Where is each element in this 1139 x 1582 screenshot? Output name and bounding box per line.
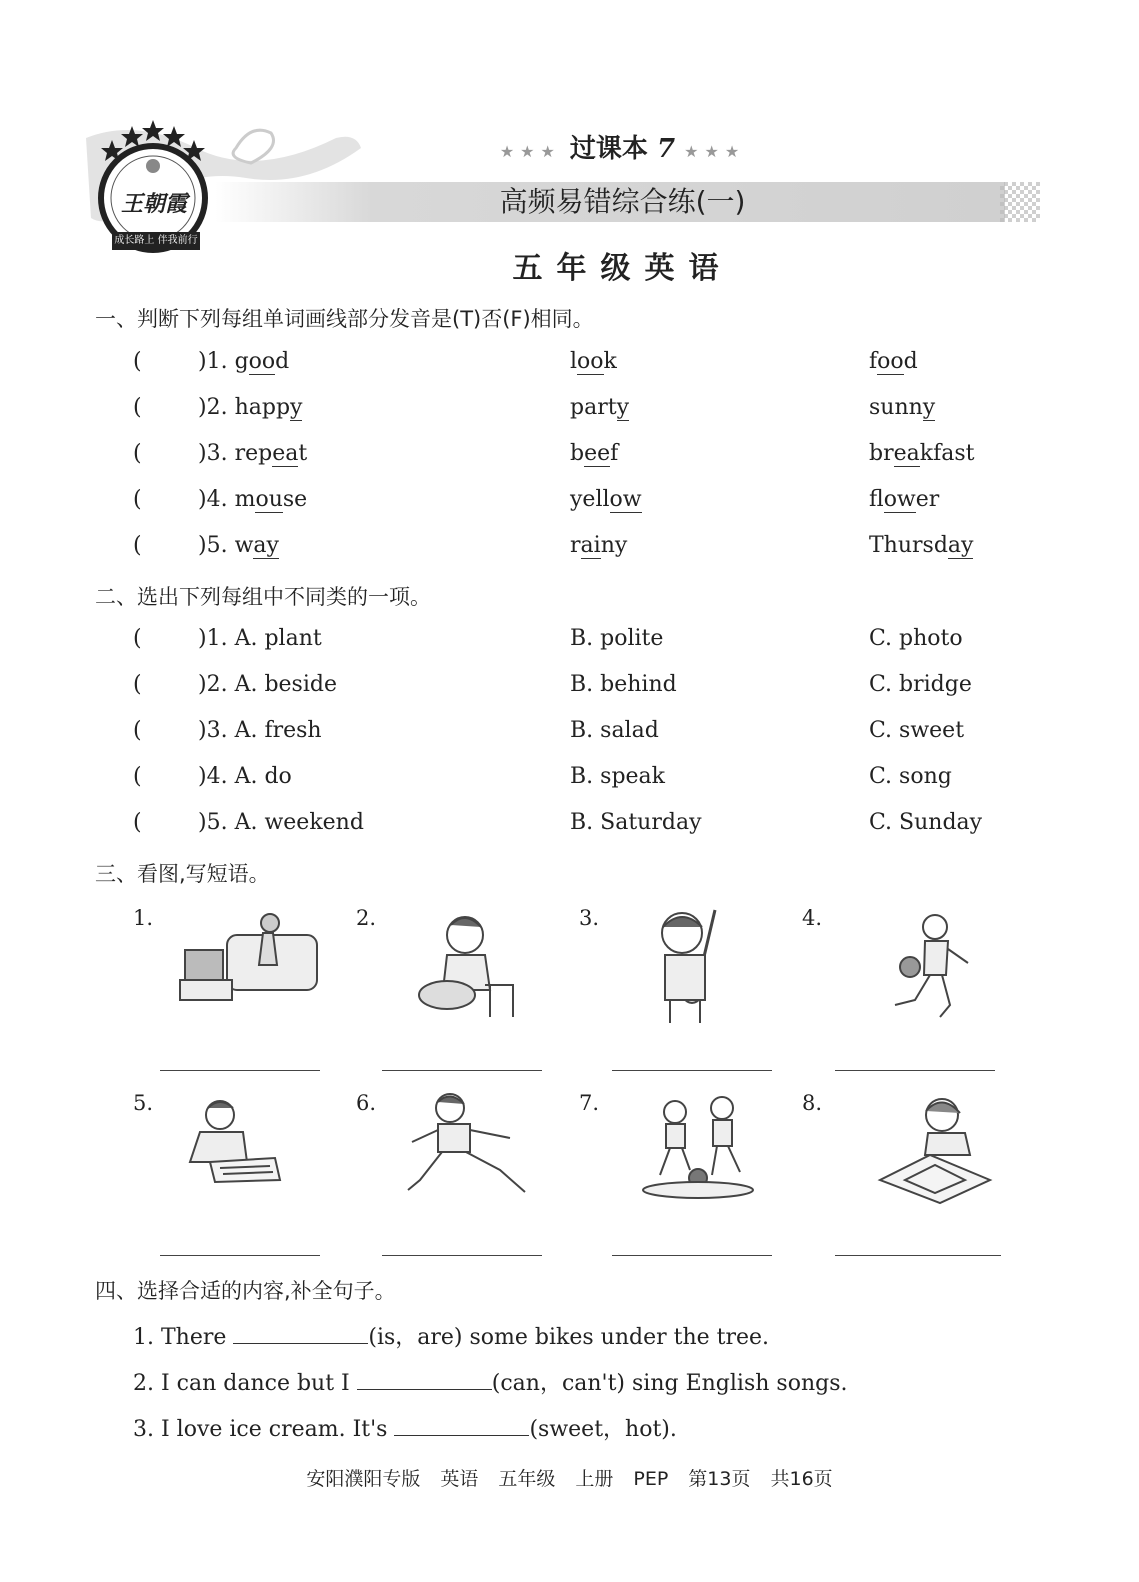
answer-bracket[interactable]: (	[133, 441, 142, 466]
option-a: )2. A. beside	[198, 672, 337, 697]
section1-title: 一、判断下列每组单词画线部分发音是(T)否(F)相同。	[95, 307, 594, 331]
page-title: 高频易错综合练(一)	[499, 185, 746, 218]
answer-blank[interactable]	[160, 1255, 320, 1256]
odd-one-out-row	[0, 810, 1139, 840]
odd-one-out-row	[0, 626, 1139, 656]
option-a: )1. A. plant	[198, 626, 322, 651]
odd-one-out-row	[0, 672, 1139, 702]
option-c: C. bridge	[869, 672, 972, 697]
answer-bracket[interactable]: (	[133, 349, 142, 374]
section4-title: 四、选择合适的内容,补全句子。	[95, 1279, 396, 1303]
logo-slogan: 成长路上 伴我前行	[112, 232, 200, 250]
picture-number: 2.	[356, 906, 377, 930]
play-football-picture	[630, 1090, 780, 1215]
sentence-3: 3. I love ice cream. It's (sweet，hot).	[133, 1417, 677, 1442]
page-footer: 安阳濮阳专版 英语 五年级 上册 PEP 第13页 共16页	[306, 1468, 833, 1490]
answer-bracket[interactable]: (	[133, 395, 142, 420]
play-basketball-picture	[880, 905, 1030, 1030]
odd-one-out-row	[0, 764, 1139, 794]
option-c: C. song	[869, 764, 952, 789]
picture-number: 6.	[356, 1091, 377, 1115]
item-number: )1. good	[198, 349, 290, 374]
answer-blank[interactable]	[382, 1070, 542, 1071]
pronunciation-row	[0, 533, 1139, 563]
word-2: party	[570, 395, 629, 420]
word-3: food	[869, 349, 918, 374]
sentence-blank[interactable]	[357, 1371, 492, 1390]
option-a: )3. A. fresh	[198, 718, 322, 743]
item-number: )2. happy	[198, 395, 303, 420]
option-a: )4. A. do	[198, 764, 292, 789]
answer-blank[interactable]	[612, 1255, 772, 1256]
pronunciation-row	[0, 487, 1139, 517]
draw-pictures-picture	[870, 1085, 1020, 1210]
word-2: look	[570, 349, 617, 374]
pronunciation-row	[0, 441, 1139, 471]
series-title: ★★★ 过课本 7 ★★★	[499, 134, 746, 164]
section2-title: 二、选出下列每组中不同类的一项。	[95, 585, 431, 609]
option-b: B. polite	[570, 626, 664, 651]
sentence-blank[interactable]	[233, 1325, 368, 1344]
option-a: )5. A. weekend	[198, 810, 364, 835]
answer-blank[interactable]	[612, 1070, 772, 1071]
play-pipa-picture	[620, 905, 770, 1030]
word-2: rainy	[570, 533, 628, 558]
option-b: B. speak	[570, 764, 665, 789]
answer-bracket[interactable]: (	[133, 764, 142, 789]
word-3: Thursday	[869, 533, 974, 558]
answer-bracket[interactable]: (	[133, 533, 142, 558]
answer-bracket[interactable]: (	[133, 718, 142, 743]
answer-blank[interactable]	[382, 1255, 542, 1256]
wash-clothes-picture	[395, 905, 545, 1030]
sentence-blank[interactable]	[394, 1417, 529, 1436]
sentence-1: 1. There (is，are) some bikes under the tree.	[133, 1325, 770, 1350]
picture-number: 8.	[802, 1091, 823, 1115]
picture-number: 1.	[133, 906, 154, 930]
word-2: beef	[570, 441, 619, 466]
odd-one-out-row	[0, 718, 1139, 748]
item-number: )3. repeat	[198, 441, 308, 466]
option-b: B. salad	[570, 718, 659, 743]
option-c: C. Sunday	[869, 810, 983, 835]
option-c: C. photo	[869, 626, 963, 651]
option-b: B. behind	[570, 672, 677, 697]
option-c: C. sweet	[869, 718, 965, 743]
word-3: sunny	[869, 395, 936, 420]
option-b: B. Saturday	[570, 810, 702, 835]
answer-bracket[interactable]: (	[133, 626, 142, 651]
pronunciation-row	[0, 349, 1139, 379]
word-3: breakfast	[869, 441, 975, 466]
picture-number: 3.	[579, 906, 600, 930]
answer-blank[interactable]	[160, 1070, 320, 1071]
answer-blank[interactable]	[835, 1070, 995, 1071]
item-number: )4. mouse	[198, 487, 308, 512]
picture-number: 7.	[579, 1091, 600, 1115]
word-2: yellow	[570, 487, 642, 512]
answer-bracket[interactable]: (	[133, 810, 142, 835]
do-kung-fu-picture	[400, 1090, 550, 1215]
do-homework-picture	[175, 1090, 325, 1215]
item-number: )5. way	[198, 533, 279, 558]
watch-tv-picture	[175, 905, 325, 1030]
answer-bracket[interactable]: (	[133, 487, 142, 512]
picture-number: 4.	[802, 906, 823, 930]
picture-number: 5.	[133, 1091, 154, 1115]
answer-blank[interactable]	[835, 1255, 1001, 1256]
answer-bracket[interactable]: (	[133, 672, 142, 697]
logo-brand-text: 王朝霞	[120, 192, 187, 217]
pronunciation-row	[0, 395, 1139, 425]
subject-title: 五年级英语	[512, 251, 733, 286]
section3-title: 三、看图,写短语。	[95, 862, 270, 886]
sentence-2: 2. I can dance but I (can，can't) sing English songs.	[133, 1371, 848, 1396]
word-3: flower	[869, 487, 940, 512]
